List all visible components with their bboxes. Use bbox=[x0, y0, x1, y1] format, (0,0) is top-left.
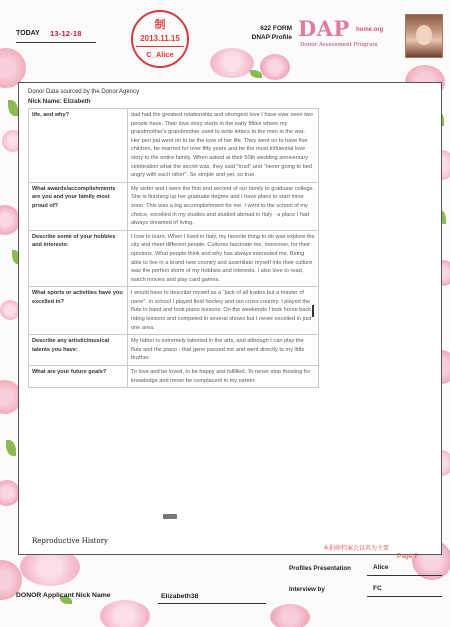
qa-question: Describe any artistic/musical talents you have: bbox=[29, 335, 128, 366]
logo-wordmark: DAP bbox=[298, 16, 350, 41]
qa-row bbox=[29, 109, 319, 183]
page-number: Page 7 bbox=[397, 553, 418, 560]
applicant-nick-value: Elizabeth38 bbox=[161, 593, 199, 600]
qa-answer: My sister and I were the first and second of our family to graduate college. She is finishing up her graduate degree and I have plans to start mine soon. This was a big accomplishment for me. I went to the school of my choice, excelled in my studies and studied abroad in Italy - a place I had always dreamed of living. bbox=[128, 182, 319, 230]
today-date: 13-12-18 bbox=[50, 29, 82, 38]
interview-label: Interview by bbox=[289, 586, 325, 593]
form-number: 622 FORM bbox=[260, 25, 292, 32]
nick-name-line: Nick Name: Elizabeth bbox=[28, 98, 91, 105]
qa-question: What awards/accomplishments are you and your family most proud of? bbox=[29, 182, 128, 230]
qa-table bbox=[28, 108, 319, 388]
donor-photo bbox=[405, 14, 443, 58]
profiles-presentation-underline bbox=[367, 575, 442, 576]
page-scroll-tab[interactable] bbox=[163, 514, 177, 519]
profiles-presentation-value: Alice bbox=[373, 564, 389, 571]
applicant-nick-underline bbox=[158, 603, 266, 604]
qa-question: Describe some of your hobbies and interests: bbox=[29, 230, 128, 287]
chinese-note: 本捐卵档案会以英为主要 bbox=[323, 546, 390, 552]
today-underline bbox=[16, 42, 96, 43]
approval-stamp bbox=[131, 10, 189, 68]
today-label: TODAY bbox=[16, 30, 40, 37]
qa-row bbox=[29, 287, 319, 335]
interview-underline bbox=[367, 596, 442, 597]
qa-answer: My father is extremely talented in the arts, and although I can play the flute and the piano - that gene passed me and went directly to my little brother. bbox=[128, 335, 319, 366]
logo-domain: home.org bbox=[356, 27, 384, 33]
qa-row bbox=[29, 230, 319, 287]
qa-row bbox=[29, 335, 319, 366]
profiles-presentation-label: Profiles Presentation bbox=[289, 565, 351, 572]
qa-question: What sports or activities have you excelled in? bbox=[29, 287, 128, 335]
source-note: Donor Data sourced by the Donor Agency bbox=[28, 89, 140, 95]
qa-row bbox=[29, 182, 319, 230]
qa-question: life, and why? bbox=[29, 109, 128, 183]
qa-question: What are your future goals? bbox=[29, 366, 128, 388]
qa-answer: I love to learn. When I lived in Italy, my favorite thing to do was explore the city and meet different people. Cultures fascinate me, moreover, for their opinions. What people think and why has always interested me. Being able to live in a brand new country and assimilate myself into their culture was the perfect storm of my hobbies and interests. I also love to read, watch movies and play card games. bbox=[128, 230, 319, 287]
stamp-top-text: 制 bbox=[154, 19, 166, 31]
logo-tagline: Donor Assessment Program bbox=[300, 42, 378, 48]
interview-value: FC bbox=[373, 585, 382, 592]
qa-answer: dad had the greatest relationship and strongest love I have ever seen two people have. Their love story starts in the early fifties where my grandmother's grandmother used to write letters to the men in the war. Her pen pal went on to be the love of her life. They went on to have five children, be married for over fifty years and be the most influential love story to the entire family. When asked at their 50th wedding anniversary celebration what the secret was, they said "trust" and "never going to bed angry with each other". So simple and yet, so true. bbox=[128, 109, 319, 183]
applicant-nick-label: DONOR Applicant Nick Name bbox=[16, 592, 111, 599]
qa-answer: To love and be loved, to be happy and fulfilled. To never stop thirsting for knowledge and never be complacent in my career. bbox=[128, 366, 319, 388]
stamp-date: 2013.11.15 bbox=[140, 34, 180, 43]
form-type: DNAP Profile bbox=[251, 34, 292, 41]
dap-logo bbox=[298, 16, 406, 50]
scroll-marker bbox=[312, 305, 314, 317]
form-identifier bbox=[232, 24, 292, 42]
qa-row bbox=[29, 366, 319, 388]
donor-photo-face bbox=[416, 25, 432, 45]
stamp-name: C_Alice bbox=[146, 50, 174, 59]
stamp-divider bbox=[136, 46, 184, 47]
qa-answer: I would have to describe myself as a "jack of all trades but a master of none". In school I played field hockey and ran cross country. I played the flute in band and took piano lessons. On the weekends I took horse back riding lessons and competed in several shows but I never excelled in just one area. bbox=[128, 287, 319, 335]
section-label: Reproductive History bbox=[32, 537, 109, 545]
